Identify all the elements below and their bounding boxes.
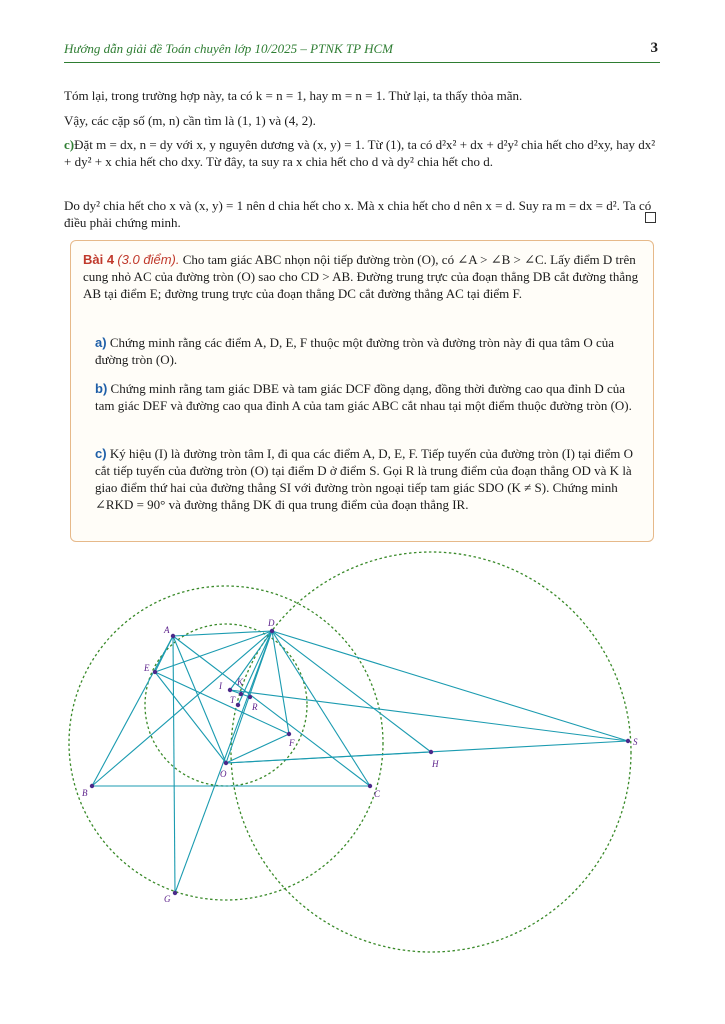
segment-ac xyxy=(173,636,370,786)
paragraph-final: Do dy² chia hết cho x và (x, y) = 1 nên d chia hết cho x. Mà x chia hết cho d nên x = d. Suy ra m = dx = d². Ta có điều phải chứng minh. xyxy=(64,198,652,230)
item-c-label: c) xyxy=(95,446,107,461)
point-a xyxy=(171,634,175,638)
item-a-text: Chứng minh rằng các điểm A, D, E, F thuộc một đường tròn và đường tròn này đi qua tâm O của đường tròn (O). xyxy=(95,335,615,367)
point-h xyxy=(429,750,433,754)
point-g xyxy=(173,891,177,895)
item-b-text: Chứng minh rằng tam giác DBE và tam giác DCF đồng dạng, đồng thời đường cao qua đỉnh D của tam giác DEF và đường cao qua đỉnh A của tam giác ABC cắt nhau tại một điểm thuộc đường tròn (O). xyxy=(95,381,632,413)
label-c: C xyxy=(374,789,381,799)
part-c-text: Đặt m = dx, n = dy với x, y nguyên dương và (x, y) = 1. Từ (1), ta có d²x² + dx + d²y² chia hết cho d²xy, hay dx² + dy² + x chia hết cho dxy. Từ đây, ta suy ra x chia hết cho d và dy² chia hết cho d. xyxy=(64,137,656,169)
paragraph-summary: Tóm lại, trong trường hợp này, ta có k = n = 1, hay m = n = 1. Thử lại, ta thấy thỏa mãn. xyxy=(64,88,523,103)
point-s xyxy=(626,739,630,743)
header-title: Hướng dẫn giải đề Toán chuyên lớp 10/2025 – PTNK TP HCM xyxy=(64,41,394,56)
problem-points: (3.0 điểm). xyxy=(117,252,180,267)
label-b: B xyxy=(82,788,88,798)
segment-dg xyxy=(175,631,272,893)
point-c xyxy=(368,784,372,788)
figure-points xyxy=(90,629,630,895)
segment-ao xyxy=(173,636,226,763)
problem-title: Bài 4 xyxy=(83,252,115,267)
label-r: R xyxy=(252,702,258,712)
segment-eo xyxy=(155,672,226,763)
point-r xyxy=(248,695,252,699)
paragraph-conclusion: Vậy, các cặp số (m, n) cần tìm là (1, 1) và (4, 2). xyxy=(64,113,316,128)
point-f xyxy=(287,732,291,736)
label-t: T xyxy=(230,695,236,705)
label-o: O xyxy=(220,769,227,779)
segment-ef xyxy=(155,672,289,734)
label-h: H xyxy=(432,759,439,769)
point-o xyxy=(224,761,228,765)
point-b xyxy=(90,784,94,788)
label-i: I xyxy=(219,681,222,691)
figure-lines xyxy=(92,631,628,893)
segment-oh xyxy=(226,752,431,763)
point-k xyxy=(239,692,243,696)
point-d xyxy=(270,629,274,633)
label-s: S xyxy=(633,737,638,747)
segment-of xyxy=(226,734,289,763)
label-e: E xyxy=(144,663,150,673)
item-b-label: b) xyxy=(95,381,108,396)
segment-ba xyxy=(92,636,173,786)
page-number: 3 xyxy=(650,40,658,56)
item-c-text: Ký hiệu (I) là đường tròn tâm I, đi qua các điểm A, D, E, F. Tiếp tuyến của đường tròn (I) tại điểm O cắt tiếp tuyến của đường tròn (O) tại điểm D ở điểm S. Gọi R là trung điểm của đoạn thẳng OD và K là giao điểm thứ hai của đường thẳng SI với đường tròn ngoại tiếp tam giác SDO (K ≠ S). Chứng minh ∠RKD = 90° và đường thẳng DK đi qua trung điểm của đoạn thẳng IR. xyxy=(95,446,634,512)
item-a-label: a) xyxy=(95,335,107,350)
problem-text: Cho tam giác ABC nhọn nội tiếp đường tròn (O), có ∠A > ∠B > ∠C. Lấy điểm D trên cung nhỏ AC của đường tròn (O) sao cho CD > AB. Đường trung trực của đoạn thẳng DB cắt đường thẳng AB tại điểm E; đường trung trực của đoạn thẳng DC cắt đường thẳng AC tại điểm F. xyxy=(83,252,639,301)
segment-df xyxy=(272,631,289,734)
segment-ag xyxy=(173,636,175,893)
point-e xyxy=(153,670,157,674)
point-i xyxy=(228,688,232,692)
figure-labels xyxy=(82,618,638,904)
point-t xyxy=(236,703,240,707)
label-f: F xyxy=(289,738,295,748)
label-g: G xyxy=(164,894,171,904)
label-k: K xyxy=(237,677,244,687)
label-a: A xyxy=(164,625,170,635)
label-d: D xyxy=(268,618,275,628)
part-c-label: c) xyxy=(64,137,75,152)
segment-ds xyxy=(272,631,628,741)
